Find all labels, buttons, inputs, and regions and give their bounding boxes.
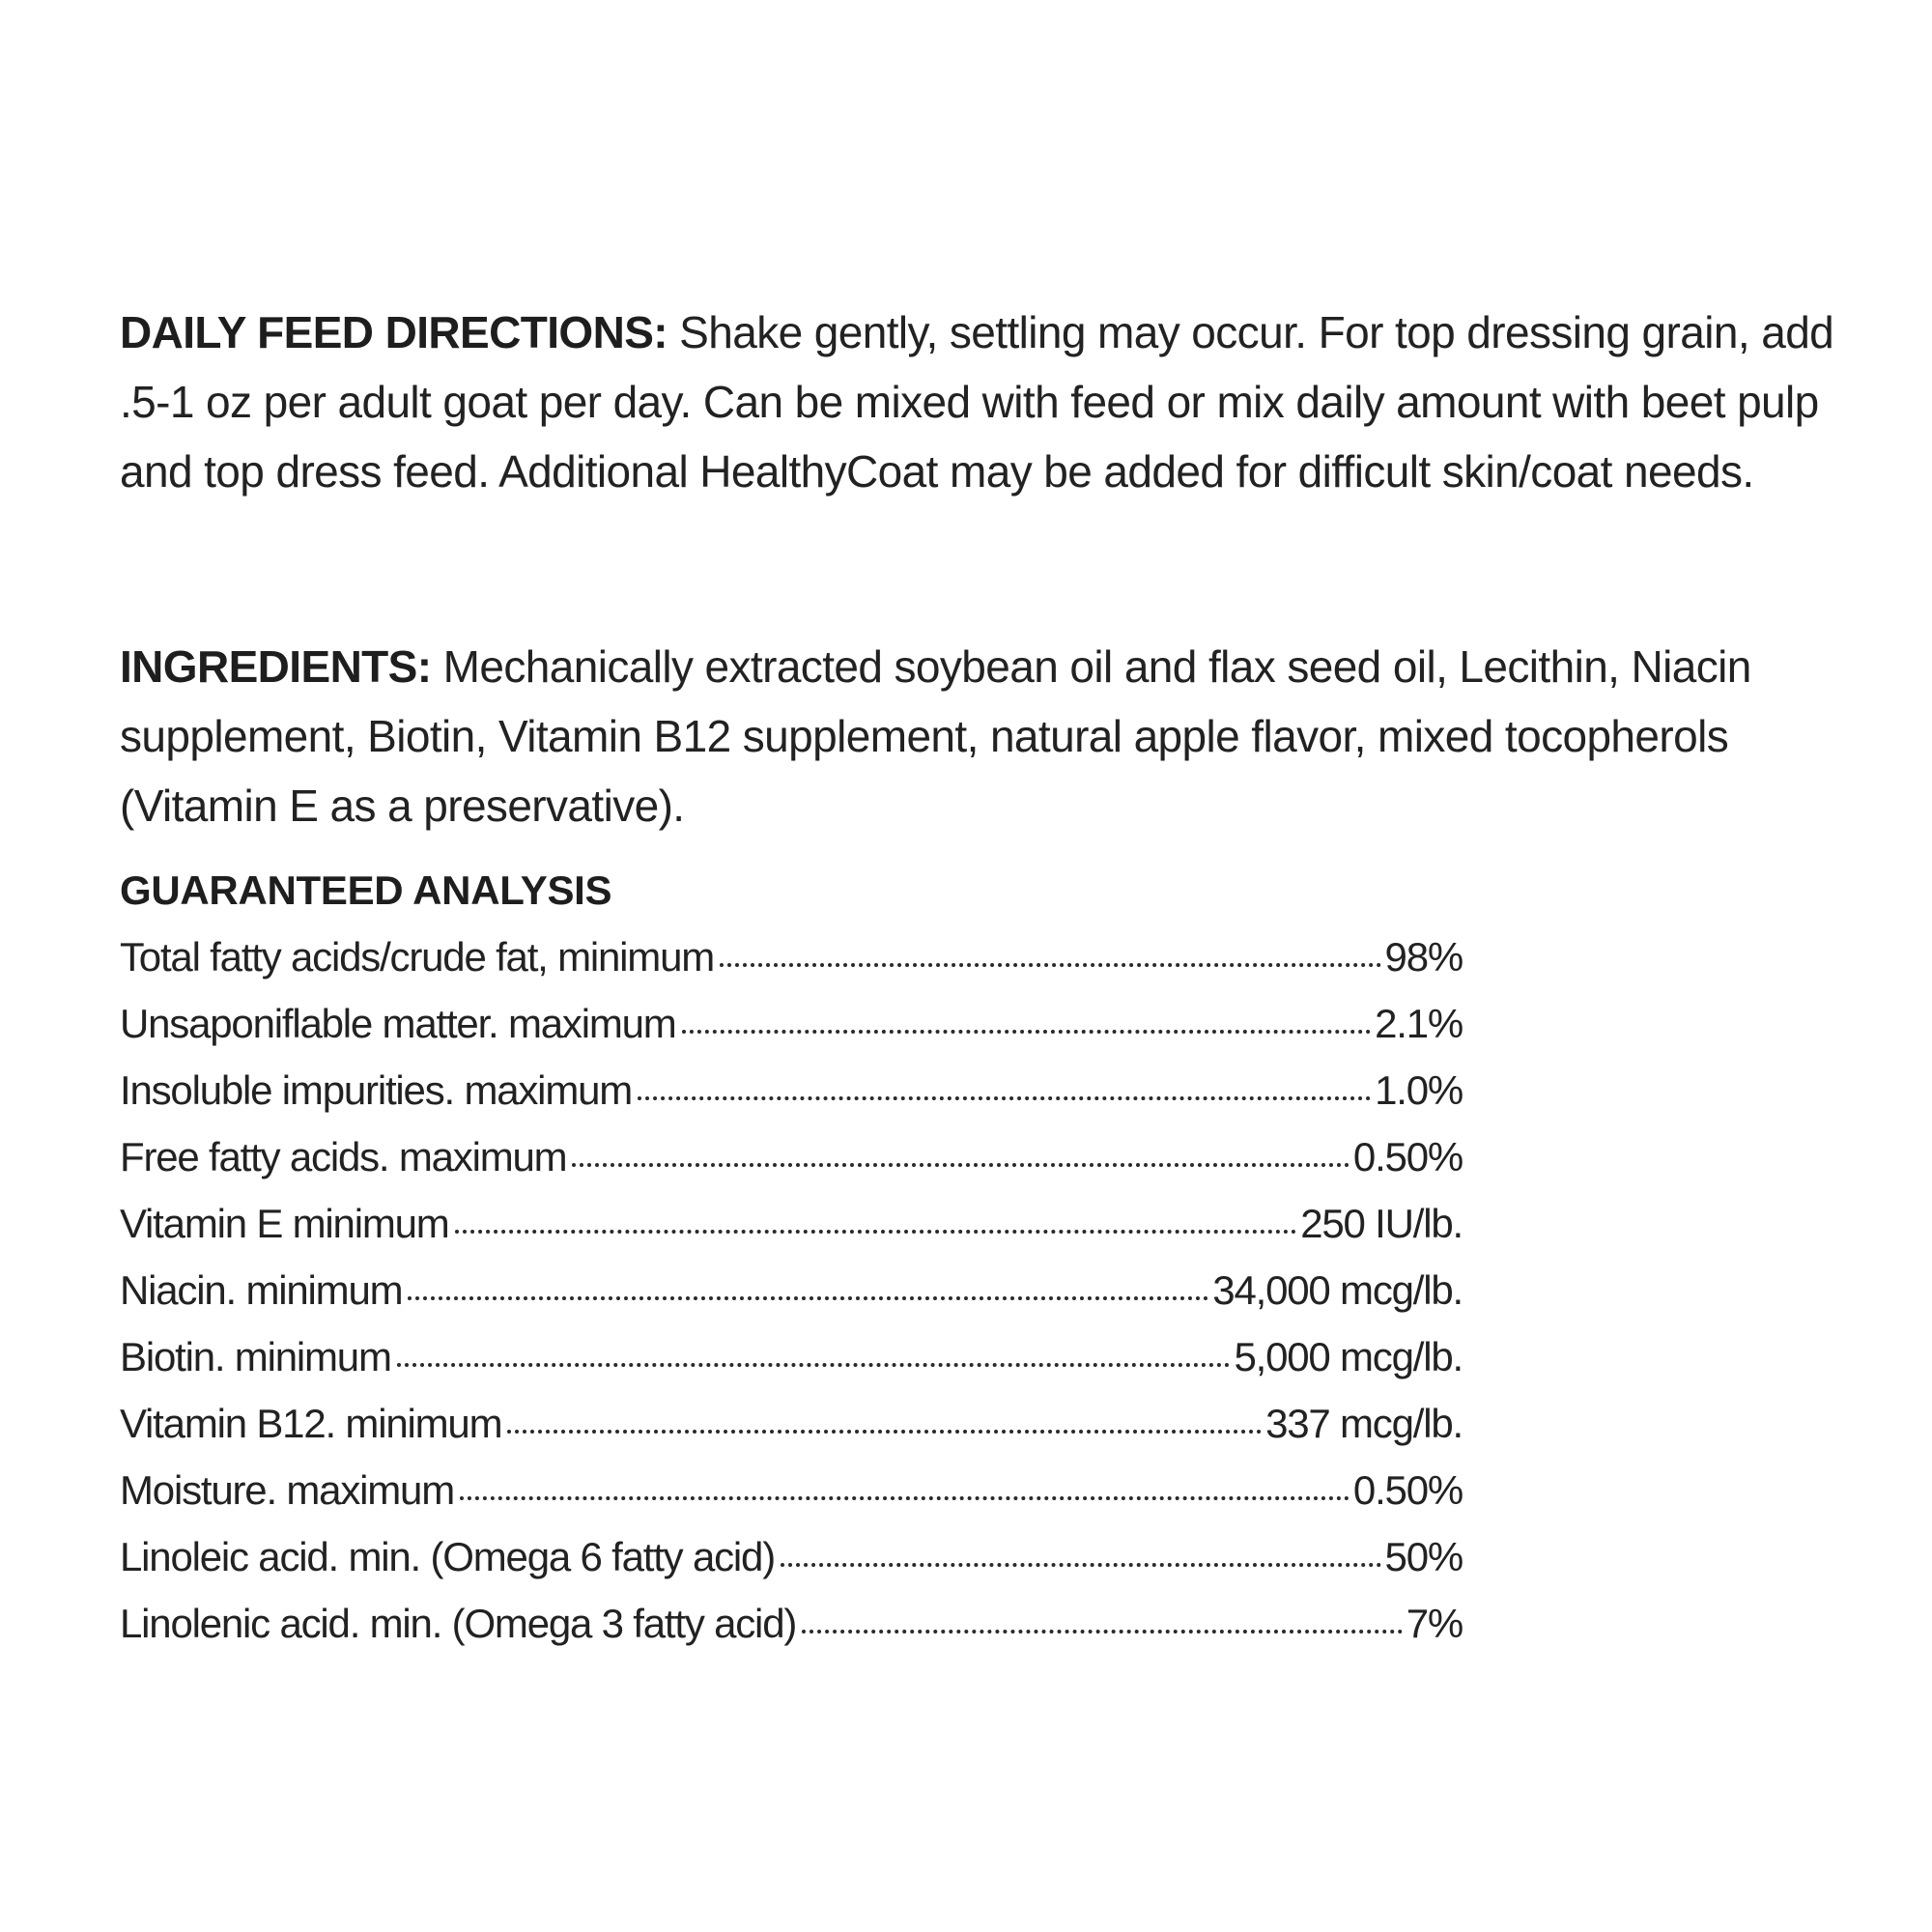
analysis-row bbox=[120, 1390, 1463, 1457]
analysis-row-name: Vitamin E minimum bbox=[120, 1201, 449, 1246]
feed-directions-heading: DAILY FEED DIRECTIONS: bbox=[120, 307, 668, 357]
analysis-row bbox=[120, 1257, 1463, 1323]
dot-leader bbox=[720, 963, 1380, 967]
analysis-row-value: 2.1% bbox=[1375, 1001, 1463, 1046]
analysis-row bbox=[120, 1057, 1463, 1123]
analysis-row-name: Biotin. minimum bbox=[120, 1334, 391, 1379]
feed-directions-text: Shake gently, settling may occur. For top dressing grain, add .5-1 oz per adult goat per day. Can be mixed with feed or mix daily amount with beet pulp and top dress feed. Additional HealthyCoat may be added for difficult skin/coat needs. bbox=[120, 307, 1834, 497]
dot-leader bbox=[455, 1230, 1297, 1234]
ingredients-heading: INGREDIENTS: bbox=[120, 641, 432, 692]
analysis-row-value: 50% bbox=[1384, 1534, 1463, 1579]
dot-leader bbox=[638, 1096, 1371, 1100]
ingredients-text: Mechanically extracted soybean oil and flax seed oil, Lecithin, Niacin supplement, Biotin, Vitamin B12 supplement, natural apple flavor, mixed tocopherols (Vitamin E as a preservative). bbox=[120, 641, 1751, 831]
analysis-row bbox=[120, 1190, 1463, 1257]
analysis-row-name: Unsaponiflable matter. maximum bbox=[120, 1001, 676, 1046]
analysis-row-name: Vitamin B12. minimum bbox=[120, 1401, 502, 1446]
dot-leader bbox=[802, 1630, 1403, 1634]
dot-leader bbox=[572, 1163, 1349, 1167]
guaranteed-analysis bbox=[120, 860, 1463, 1657]
analysis-row bbox=[120, 1523, 1463, 1590]
analysis-row bbox=[120, 1457, 1463, 1523]
dot-leader bbox=[507, 1430, 1262, 1434]
analysis-row-name: Linoleic acid. min. (Omega 6 fatty acid) bbox=[120, 1534, 775, 1579]
analysis-row bbox=[120, 1323, 1463, 1390]
analysis-row bbox=[120, 1123, 1463, 1190]
analysis-row-value: 7% bbox=[1406, 1601, 1463, 1646]
analysis-row-name: Linolenic acid. min. (Omega 3 fatty acid) bbox=[120, 1601, 797, 1646]
analysis-row-name: Free fatty acids. maximum bbox=[120, 1134, 567, 1179]
analysis-row-value: 98% bbox=[1384, 934, 1463, 980]
analysis-row-value: 0.50% bbox=[1352, 1134, 1463, 1179]
analysis-row-value: 5,000 mcg/lb. bbox=[1234, 1334, 1463, 1379]
analysis-row-name: Insoluble impurities. maximum bbox=[120, 1067, 633, 1113]
analysis-row-value: 250 IU/lb. bbox=[1300, 1201, 1463, 1246]
dot-leader bbox=[408, 1296, 1208, 1300]
analysis-row-value: 1.0% bbox=[1375, 1067, 1463, 1113]
analysis-row-value: 0.50% bbox=[1352, 1467, 1463, 1513]
analysis-row bbox=[120, 923, 1463, 990]
ingredients-paragraph bbox=[120, 632, 1849, 840]
analysis-row bbox=[120, 990, 1463, 1057]
analysis-title: GUARANTEED ANALYSIS bbox=[120, 867, 612, 913]
dot-leader bbox=[682, 1030, 1371, 1034]
analysis-row-value: 337 mcg/lb. bbox=[1265, 1401, 1463, 1446]
feed-directions-paragraph bbox=[120, 298, 1849, 506]
dot-leader bbox=[460, 1496, 1350, 1500]
analysis-row-name: Total fatty acids/crude fat, minimum bbox=[120, 934, 715, 980]
dot-leader bbox=[397, 1363, 1231, 1367]
analysis-row-value: 34,000 mcg/lb. bbox=[1212, 1267, 1463, 1313]
analysis-row bbox=[120, 1590, 1463, 1657]
analysis-row-name: Moisture. maximum bbox=[120, 1467, 454, 1513]
analysis-row-name: Niacin. minimum bbox=[120, 1267, 403, 1313]
dot-leader bbox=[781, 1563, 1381, 1567]
